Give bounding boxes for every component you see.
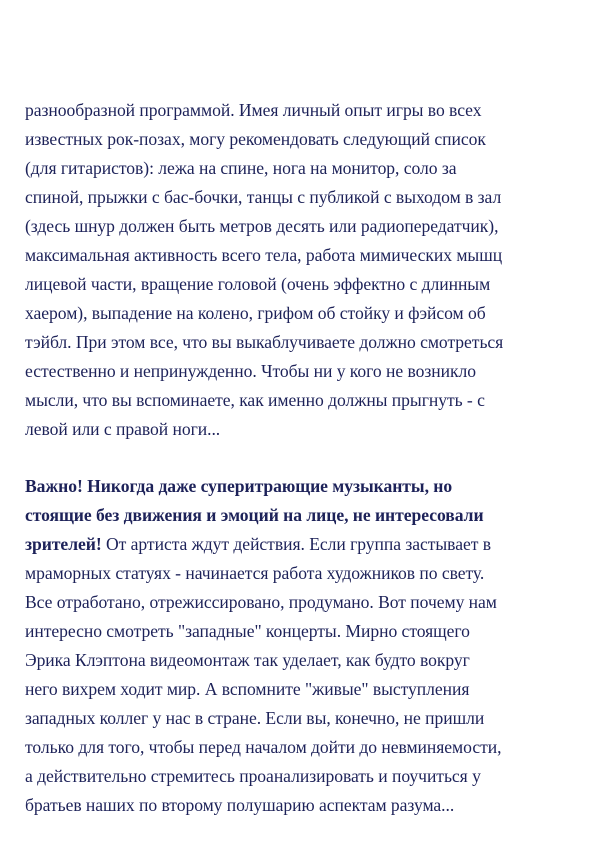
paragraph-2-line-10: только для того, чтобы перед началом дойти до невминяемости, bbox=[25, 737, 502, 757]
regular-text: От артиста ждут действия. Если группа застывает в bbox=[101, 534, 491, 554]
paragraph-2-bold-line-1 bbox=[25, 476, 452, 496]
paragraph-2-line-8: него вихрем ходит мир. А вспомните "живые" выступления bbox=[25, 679, 470, 699]
paragraph-1-line-5: (здесь шнур должен быть метров десять или радиопередатчик), bbox=[25, 216, 499, 236]
paragraph-1-line-10: естественно и непринужденно. Чтобы ни у кого не возникло bbox=[25, 361, 476, 381]
paragraph-1-line-11: мысли, что вы вспоминаете, как именно должны прыгнуть - с bbox=[25, 390, 485, 410]
paragraph-1-line-4: спиной, прыжки с бас-бочки, танцы с публикой с выходом в зал bbox=[25, 187, 502, 207]
paragraph-1-line-2: известных рок-позах, могу рекомендовать следующий список bbox=[25, 129, 486, 149]
bold-text: Важно! Никогда даже суперитрающие музыканты, но bbox=[25, 476, 453, 496]
paragraph-2-line-6: интересно смотреть "западные" концерты. Мирно стоящего bbox=[25, 621, 470, 641]
paragraph-1-line-7: лицевой части, вращение головой (очень эффектно с длинным bbox=[25, 274, 491, 294]
paragraph-1-line-6: максимальная активность всего тела, работа мимических мышц bbox=[25, 245, 503, 265]
bold-text: зрителей! bbox=[25, 534, 102, 554]
paragraph-2-line-11: а действительно стремитесь проанализировать и поучиться у bbox=[25, 766, 481, 786]
paragraph-2-line-7: Эрика Клэптона видеомонтаж так уделает, как будто вокруг bbox=[25, 650, 470, 670]
paragraph-1-line-8: хаером), выпадение на колено, грифом об стойку и фэйсом об bbox=[25, 303, 486, 323]
paragraph-1-line-1: разнообразной программой. Имея личный опыт игры во всех bbox=[25, 100, 482, 120]
paragraph-1-line-12: левой или с правой ноги... bbox=[25, 419, 221, 439]
paragraph-2-line-9: западных коллег у нас в стране. Если вы, конечно, не пришли bbox=[25, 708, 485, 728]
paragraph-2-mixed-line bbox=[25, 534, 491, 554]
paragraph-2-line-4: мраморных статуях - начинается работа художников по свету. bbox=[25, 563, 485, 583]
paragraph-2-line-5: Все отработано, отрежиссировано, продумано. Вот почему нам bbox=[25, 592, 497, 612]
bold-text: стоящие без движения и эмоций на лице, не интересовали bbox=[25, 505, 484, 525]
paragraph-1-line-9: тэйбл. При этом все, что вы выкаблучиваете должно смотреться bbox=[25, 332, 504, 352]
paragraph-2-bold-line-2 bbox=[25, 505, 484, 525]
paragraph-1-line-3: (для гитаристов): лежа на спине, нога на монитор, соло за bbox=[25, 158, 457, 178]
paragraph-2-line-12: братьев наших по второму полушарию аспектам разума... bbox=[25, 795, 455, 815]
